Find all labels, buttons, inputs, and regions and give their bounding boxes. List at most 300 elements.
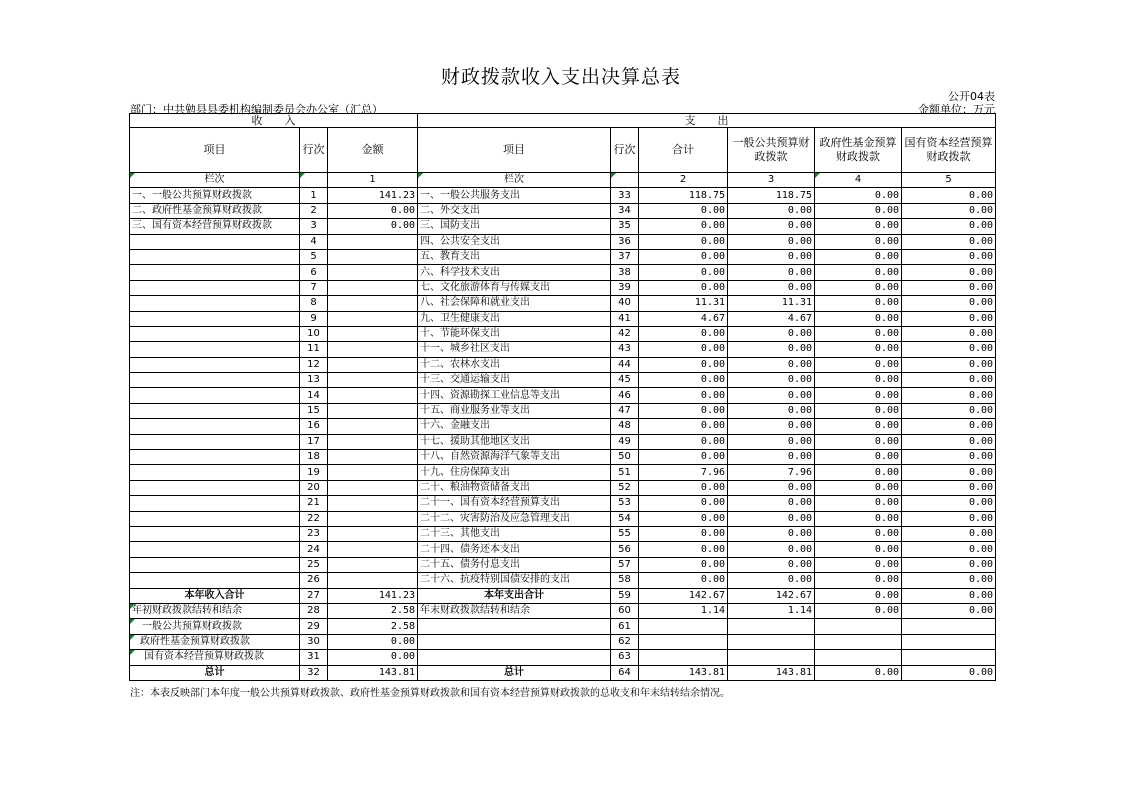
income-row-no-cell: 31 xyxy=(300,650,328,665)
table-row xyxy=(130,342,996,357)
expense-item-cell: 五、教育支出 xyxy=(418,249,611,264)
state-capital-cell: 0.00 xyxy=(902,357,996,372)
income-row-no-cell: 12 xyxy=(300,357,328,372)
gov-fund-cell: 0.00 xyxy=(815,373,902,388)
expense-item-cell: 二十四、债务还本支出 xyxy=(418,542,611,557)
income-amount-cell xyxy=(328,434,418,449)
income-row-no-cell: 9 xyxy=(300,311,328,326)
state-capital-cell: 0.00 xyxy=(902,450,996,465)
col-header-total: 合计 xyxy=(639,128,728,173)
budget-summary-table xyxy=(129,113,996,681)
table-row xyxy=(130,249,996,264)
table-row xyxy=(130,450,996,465)
income-row-no-cell: 30 xyxy=(300,634,328,649)
general-budget-cell: 0.00 xyxy=(728,388,815,403)
income-item-cell xyxy=(130,434,300,449)
expense-total-cell: 0.00 xyxy=(639,249,728,264)
expense-total-cell: 1.14 xyxy=(639,603,728,618)
general-budget-cell: 0.00 xyxy=(728,496,815,511)
general-budget-cell: 1.14 xyxy=(728,603,815,618)
column-number-row xyxy=(130,173,996,188)
income-amount-cell: 0.00 xyxy=(328,650,418,665)
income-amount-cell xyxy=(328,403,418,418)
table-row xyxy=(130,219,996,234)
expense-item-cell: 二十、粮油物资储备支出 xyxy=(418,480,611,495)
table-row xyxy=(130,234,996,249)
state-capital-cell: 0.00 xyxy=(902,419,996,434)
income-amount-cell xyxy=(328,450,418,465)
expense-item-cell: 七、文化旅游体育与传媒支出 xyxy=(418,280,611,295)
gov-fund-cell: 0.00 xyxy=(815,249,902,264)
expense-row-no-cell: 38 xyxy=(611,265,639,280)
expense-item-cell: 二、外交支出 xyxy=(418,203,611,218)
colno-5: 5 xyxy=(902,173,996,188)
expense-item-cell: 本年支出合计 xyxy=(418,588,611,603)
table-row xyxy=(130,357,996,372)
gov-fund-cell: 0.00 xyxy=(815,557,902,572)
state-capital-cell: 0.00 xyxy=(902,280,996,295)
state-capital-cell: 0.00 xyxy=(902,265,996,280)
expense-row-no-cell: 47 xyxy=(611,403,639,418)
general-budget-cell: 4.67 xyxy=(728,311,815,326)
expense-row-no-cell: 57 xyxy=(611,557,639,572)
general-budget-cell xyxy=(728,634,815,649)
income-row-no-cell: 18 xyxy=(300,450,328,465)
expense-total-cell: 0.00 xyxy=(639,496,728,511)
expense-row-no-cell: 36 xyxy=(611,234,639,249)
income-row-no-cell: 6 xyxy=(300,265,328,280)
income-row-no-cell: 25 xyxy=(300,557,328,572)
income-amount-cell xyxy=(328,357,418,372)
colno-3: 3 xyxy=(728,173,815,188)
income-item-cell xyxy=(130,542,300,557)
gov-fund-cell xyxy=(815,650,902,665)
income-amount-cell xyxy=(328,542,418,557)
income-item-cell: 年初财政拨款结转和结余 xyxy=(130,603,300,618)
expense-row-no-cell: 51 xyxy=(611,465,639,480)
income-row-no-cell: 8 xyxy=(300,296,328,311)
income-amount-cell: 143.81 xyxy=(328,665,418,680)
expense-row-no-cell: 62 xyxy=(611,634,639,649)
expense-row-no-cell: 52 xyxy=(611,480,639,495)
general-budget-cell: 0.00 xyxy=(728,557,815,572)
income-amount-cell: 0.00 xyxy=(328,203,418,218)
expense-item-cell: 十六、金融支出 xyxy=(418,419,611,434)
gov-fund-cell: 0.00 xyxy=(815,219,902,234)
income-item-cell xyxy=(130,280,300,295)
general-budget-cell: 0.00 xyxy=(728,373,815,388)
general-budget-cell: 0.00 xyxy=(728,280,815,295)
expense-row-no-cell: 48 xyxy=(611,419,639,434)
state-capital-cell: 0.00 xyxy=(902,342,996,357)
general-budget-cell: 0.00 xyxy=(728,357,815,372)
expense-row-no-cell: 64 xyxy=(611,665,639,680)
income-item-cell xyxy=(130,234,300,249)
column-header-row xyxy=(130,128,996,173)
summary-row-carry-capital xyxy=(130,650,996,665)
expense-item-cell xyxy=(418,650,611,665)
expense-row-no-cell: 43 xyxy=(611,342,639,357)
expense-row-no-cell: 58 xyxy=(611,573,639,588)
income-item-cell: 政府性基金预算财政拨款 xyxy=(130,634,300,649)
summary-row-carry-fund xyxy=(130,634,996,649)
department-label: 部门：中共勉县县委机构编制委员会办公室（汇总） xyxy=(130,103,383,116)
expense-item-cell: 六、科学技术支出 xyxy=(418,265,611,280)
state-capital-cell: 0.00 xyxy=(902,188,996,203)
table-row xyxy=(130,434,996,449)
state-capital-cell: 0.00 xyxy=(902,665,996,680)
income-item-cell xyxy=(130,496,300,511)
general-budget-cell: 0.00 xyxy=(728,342,815,357)
expense-total-cell: 0.00 xyxy=(639,234,728,249)
income-amount-cell xyxy=(328,480,418,495)
gov-fund-cell: 0.00 xyxy=(815,496,902,511)
income-item-cell xyxy=(130,573,300,588)
income-item-cell xyxy=(130,357,300,372)
state-capital-cell: 0.00 xyxy=(902,557,996,572)
expense-total-cell: 118.75 xyxy=(639,188,728,203)
expense-item-cell: 十八、自然资源海洋气象等支出 xyxy=(418,450,611,465)
state-capital-cell: 0.00 xyxy=(902,480,996,495)
state-capital-cell: 0.00 xyxy=(902,588,996,603)
income-row-no-cell: 27 xyxy=(300,588,328,603)
income-row-no-cell: 4 xyxy=(300,234,328,249)
expense-row-no-cell: 42 xyxy=(611,326,639,341)
table-row xyxy=(130,526,996,541)
general-budget-cell: 0.00 xyxy=(728,480,815,495)
state-capital-cell: 0.00 xyxy=(902,573,996,588)
gov-fund-cell: 0.00 xyxy=(815,603,902,618)
expense-row-no-cell: 41 xyxy=(611,311,639,326)
state-capital-cell: 0.00 xyxy=(902,465,996,480)
income-item-cell: 国有资本经营预算财政拨款 xyxy=(130,650,300,665)
income-item-cell xyxy=(130,403,300,418)
income-row-no-cell: 10 xyxy=(300,326,328,341)
expense-total-cell xyxy=(639,634,728,649)
expense-item-cell: 二十六、抗疫特别国债安排的支出 xyxy=(418,573,611,588)
income-item-cell xyxy=(130,265,300,280)
income-amount-cell xyxy=(328,280,418,295)
income-group-header: 收 入 xyxy=(130,114,418,128)
gov-fund-cell: 0.00 xyxy=(815,388,902,403)
income-item-cell xyxy=(130,326,300,341)
expense-item-cell: 十、节能环保支出 xyxy=(418,326,611,341)
income-row-no-cell: 15 xyxy=(300,403,328,418)
income-amount-cell: 2.58 xyxy=(328,603,418,618)
general-budget-cell: 0.00 xyxy=(728,450,815,465)
general-budget-cell xyxy=(728,650,815,665)
colno-label-2: 栏次 xyxy=(418,173,611,188)
income-item-cell xyxy=(130,419,300,434)
general-budget-cell: 0.00 xyxy=(728,403,815,418)
col-header-income-row-no: 行次 xyxy=(300,128,328,173)
income-item-cell xyxy=(130,342,300,357)
summary-row-grand-total xyxy=(130,665,996,680)
expense-total-cell: 0.00 xyxy=(639,388,728,403)
expense-total-cell: 0.00 xyxy=(639,480,728,495)
gov-fund-cell: 0.00 xyxy=(815,419,902,434)
expense-total-cell: 0.00 xyxy=(639,357,728,372)
income-row-no-cell: 23 xyxy=(300,526,328,541)
colno-blank xyxy=(300,173,328,188)
income-item-cell xyxy=(130,450,300,465)
income-row-no-cell: 29 xyxy=(300,619,328,634)
gov-fund-cell: 0.00 xyxy=(815,573,902,588)
expense-item-cell: 十三、交通运输支出 xyxy=(418,373,611,388)
gov-fund-cell: 0.00 xyxy=(815,296,902,311)
expense-row-no-cell: 59 xyxy=(611,588,639,603)
gov-fund-cell: 0.00 xyxy=(815,403,902,418)
general-budget-cell: 0.00 xyxy=(728,573,815,588)
gov-fund-cell: 0.00 xyxy=(815,203,902,218)
expense-item-cell: 八、社会保障和就业支出 xyxy=(418,296,611,311)
table-row xyxy=(130,403,996,418)
table-row xyxy=(130,480,996,495)
income-amount-cell xyxy=(328,496,418,511)
gov-fund-cell: 0.00 xyxy=(815,542,902,557)
income-amount-cell xyxy=(328,342,418,357)
table-row xyxy=(130,511,996,526)
gov-fund-cell: 0.00 xyxy=(815,280,902,295)
expense-row-no-cell: 46 xyxy=(611,388,639,403)
col-header-expense-item: 项目 xyxy=(418,128,611,173)
expense-total-cell: 0.00 xyxy=(639,419,728,434)
table-row xyxy=(130,419,996,434)
expense-total-cell: 0.00 xyxy=(639,403,728,418)
state-capital-cell: 0.00 xyxy=(902,511,996,526)
gov-fund-cell: 0.00 xyxy=(815,665,902,680)
expense-item-cell: 九、卫生健康支出 xyxy=(418,311,611,326)
state-capital-cell: 0.00 xyxy=(902,234,996,249)
income-amount-cell xyxy=(328,249,418,264)
income-row-no-cell: 1 xyxy=(300,188,328,203)
expense-item-cell: 二十二、灾害防治及应急管理支出 xyxy=(418,511,611,526)
expense-item-cell: 总计 xyxy=(418,665,611,680)
income-amount-cell xyxy=(328,526,418,541)
expense-item-cell: 十五、商业服务业等支出 xyxy=(418,403,611,418)
summary-row-carry-general xyxy=(130,619,996,634)
income-amount-cell xyxy=(328,557,418,572)
income-amount-cell xyxy=(328,373,418,388)
state-capital-cell: 0.00 xyxy=(902,296,996,311)
income-amount-cell: 141.23 xyxy=(328,188,418,203)
expense-item-cell: 十一、城乡社区支出 xyxy=(418,342,611,357)
gov-fund-cell: 0.00 xyxy=(815,480,902,495)
expense-row-no-cell: 54 xyxy=(611,511,639,526)
general-budget-cell: 142.67 xyxy=(728,588,815,603)
income-item-cell: 二、政府性基金预算财政拨款 xyxy=(130,203,300,218)
expense-row-no-cell: 44 xyxy=(611,357,639,372)
income-item-cell xyxy=(130,296,300,311)
state-capital-cell: 0.00 xyxy=(902,311,996,326)
expense-total-cell: 0.00 xyxy=(639,265,728,280)
expense-item-cell: 二十三、其他支出 xyxy=(418,526,611,541)
state-capital-cell: 0.00 xyxy=(902,603,996,618)
expense-row-no-cell: 35 xyxy=(611,219,639,234)
income-item-cell: 三、国有资本经营预算财政拨款 xyxy=(130,219,300,234)
state-capital-cell: 0.00 xyxy=(902,496,996,511)
income-row-no-cell: 26 xyxy=(300,573,328,588)
income-row-no-cell: 20 xyxy=(300,480,328,495)
colno-label: 栏次 xyxy=(130,173,300,188)
footnote: 注：本表反映部门本年度一般公共预算财政拨款、政府性基金预算财政拨款和国有资本经营预算财政拨款的总收支和年末结转结余情况。 xyxy=(130,688,730,699)
expense-total-cell: 0.00 xyxy=(639,511,728,526)
income-item-cell xyxy=(130,465,300,480)
income-amount-cell: 0.00 xyxy=(328,219,418,234)
expense-total-cell xyxy=(639,619,728,634)
table-row xyxy=(130,203,996,218)
general-budget-cell: 0.00 xyxy=(728,234,815,249)
gov-fund-cell: 0.00 xyxy=(815,450,902,465)
expense-row-no-cell: 49 xyxy=(611,434,639,449)
col-header-state-capital: 国有资本经营预算财政拨款 xyxy=(902,128,996,173)
expense-total-cell: 7.96 xyxy=(639,465,728,480)
state-capital-cell: 0.00 xyxy=(902,403,996,418)
income-amount-cell xyxy=(328,326,418,341)
state-capital-cell: 0.00 xyxy=(902,388,996,403)
state-capital-cell: 0.00 xyxy=(902,249,996,264)
summary-row-year-total xyxy=(130,588,996,603)
income-row-no-cell: 13 xyxy=(300,373,328,388)
gov-fund-cell: 0.00 xyxy=(815,188,902,203)
table-row xyxy=(130,465,996,480)
table-row xyxy=(130,557,996,572)
expense-row-no-cell: 34 xyxy=(611,203,639,218)
expense-total-cell: 0.00 xyxy=(639,450,728,465)
income-item-cell xyxy=(130,557,300,572)
expense-item-cell xyxy=(418,619,611,634)
gov-fund-cell: 0.00 xyxy=(815,357,902,372)
expense-total-cell: 143.81 xyxy=(639,665,728,680)
expense-total-cell: 11.31 xyxy=(639,296,728,311)
expense-item-cell: 四、公共安全支出 xyxy=(418,234,611,249)
expense-row-no-cell: 56 xyxy=(611,542,639,557)
table-row xyxy=(130,542,996,557)
table-row xyxy=(130,296,996,311)
income-amount-cell xyxy=(328,265,418,280)
general-budget-cell: 0.00 xyxy=(728,511,815,526)
general-budget-cell: 7.96 xyxy=(728,465,815,480)
gov-fund-cell xyxy=(815,619,902,634)
gov-fund-cell: 0.00 xyxy=(815,265,902,280)
summary-row-carry xyxy=(130,603,996,618)
colno-2: 2 xyxy=(639,173,728,188)
expense-item-cell: 十七、援助其他地区支出 xyxy=(418,434,611,449)
income-row-no-cell: 32 xyxy=(300,665,328,680)
col-header-amount: 金额 xyxy=(328,128,418,173)
gov-fund-cell xyxy=(815,634,902,649)
income-item-cell: 总计 xyxy=(130,665,300,680)
gov-fund-cell: 0.00 xyxy=(815,588,902,603)
income-item-cell xyxy=(130,480,300,495)
general-budget-cell: 0.00 xyxy=(728,219,815,234)
gov-fund-cell: 0.00 xyxy=(815,326,902,341)
general-budget-cell: 143.81 xyxy=(728,665,815,680)
income-row-no-cell: 7 xyxy=(300,280,328,295)
income-row-no-cell: 16 xyxy=(300,419,328,434)
gov-fund-cell: 0.00 xyxy=(815,526,902,541)
income-amount-cell xyxy=(328,573,418,588)
expense-item-cell xyxy=(418,634,611,649)
expense-item-cell: 十四、资源勘探工业信息等支出 xyxy=(418,388,611,403)
expense-item-cell: 二十一、国有资本经营预算支出 xyxy=(418,496,611,511)
gov-fund-cell: 0.00 xyxy=(815,434,902,449)
table-row xyxy=(130,311,996,326)
state-capital-cell: 0.00 xyxy=(902,373,996,388)
gov-fund-cell: 0.00 xyxy=(815,311,902,326)
income-item-cell xyxy=(130,311,300,326)
expense-total-cell: 142.67 xyxy=(639,588,728,603)
income-amount-cell xyxy=(328,296,418,311)
income-row-no-cell: 14 xyxy=(300,388,328,403)
income-row-no-cell: 3 xyxy=(300,219,328,234)
income-row-no-cell: 2 xyxy=(300,203,328,218)
income-item-cell xyxy=(130,249,300,264)
table-row xyxy=(130,280,996,295)
general-budget-cell: 0.00 xyxy=(728,434,815,449)
state-capital-cell: 0.00 xyxy=(902,219,996,234)
col-header-gov-fund: 政府性基金预算财政拨款 xyxy=(815,128,902,173)
colno-blank-2 xyxy=(611,173,639,188)
income-item-cell xyxy=(130,511,300,526)
expense-total-cell: 0.00 xyxy=(639,573,728,588)
state-capital-cell: 0.00 xyxy=(902,542,996,557)
table-row xyxy=(130,496,996,511)
income-row-no-cell: 5 xyxy=(300,249,328,264)
income-item-cell xyxy=(130,388,300,403)
income-row-no-cell: 28 xyxy=(300,603,328,618)
state-capital-cell: 0.00 xyxy=(902,434,996,449)
state-capital-cell: 0.00 xyxy=(902,203,996,218)
table-row xyxy=(130,326,996,341)
state-capital-cell xyxy=(902,634,996,649)
expense-item-cell: 三、国防支出 xyxy=(418,219,611,234)
table-row xyxy=(130,265,996,280)
income-row-no-cell: 11 xyxy=(300,342,328,357)
expense-row-no-cell: 50 xyxy=(611,450,639,465)
general-budget-cell: 0.00 xyxy=(728,249,815,264)
expense-row-no-cell: 39 xyxy=(611,280,639,295)
income-item-cell: 一般公共预算财政拨款 xyxy=(130,619,300,634)
table-row xyxy=(130,388,996,403)
gov-fund-cell: 0.00 xyxy=(815,511,902,526)
expense-row-no-cell: 55 xyxy=(611,526,639,541)
expense-total-cell: 0.00 xyxy=(639,342,728,357)
state-capital-cell xyxy=(902,650,996,665)
expense-total-cell: 4.67 xyxy=(639,311,728,326)
col-header-income-item: 项目 xyxy=(130,128,300,173)
income-item-cell: 本年收入合计 xyxy=(130,588,300,603)
income-amount-cell xyxy=(328,234,418,249)
expense-row-no-cell: 45 xyxy=(611,373,639,388)
expense-total-cell xyxy=(639,650,728,665)
income-row-no-cell: 21 xyxy=(300,496,328,511)
expense-total-cell: 0.00 xyxy=(639,373,728,388)
expense-total-cell: 0.00 xyxy=(639,434,728,449)
income-amount-cell: 141.23 xyxy=(328,588,418,603)
form-number: 公开04表 xyxy=(948,90,995,103)
general-budget-cell: 0.00 xyxy=(728,526,815,541)
general-budget-cell: 118.75 xyxy=(728,188,815,203)
state-capital-cell: 0.00 xyxy=(902,326,996,341)
col-header-general-budget: 一般公共预算财政拨款 xyxy=(728,128,815,173)
col-header-expense-row-no: 行次 xyxy=(611,128,639,173)
income-amount-cell xyxy=(328,311,418,326)
expense-total-cell: 0.00 xyxy=(639,203,728,218)
general-budget-cell: 0.00 xyxy=(728,326,815,341)
expense-item-cell: 十九、住房保障支出 xyxy=(418,465,611,480)
general-budget-cell: 0.00 xyxy=(728,265,815,280)
